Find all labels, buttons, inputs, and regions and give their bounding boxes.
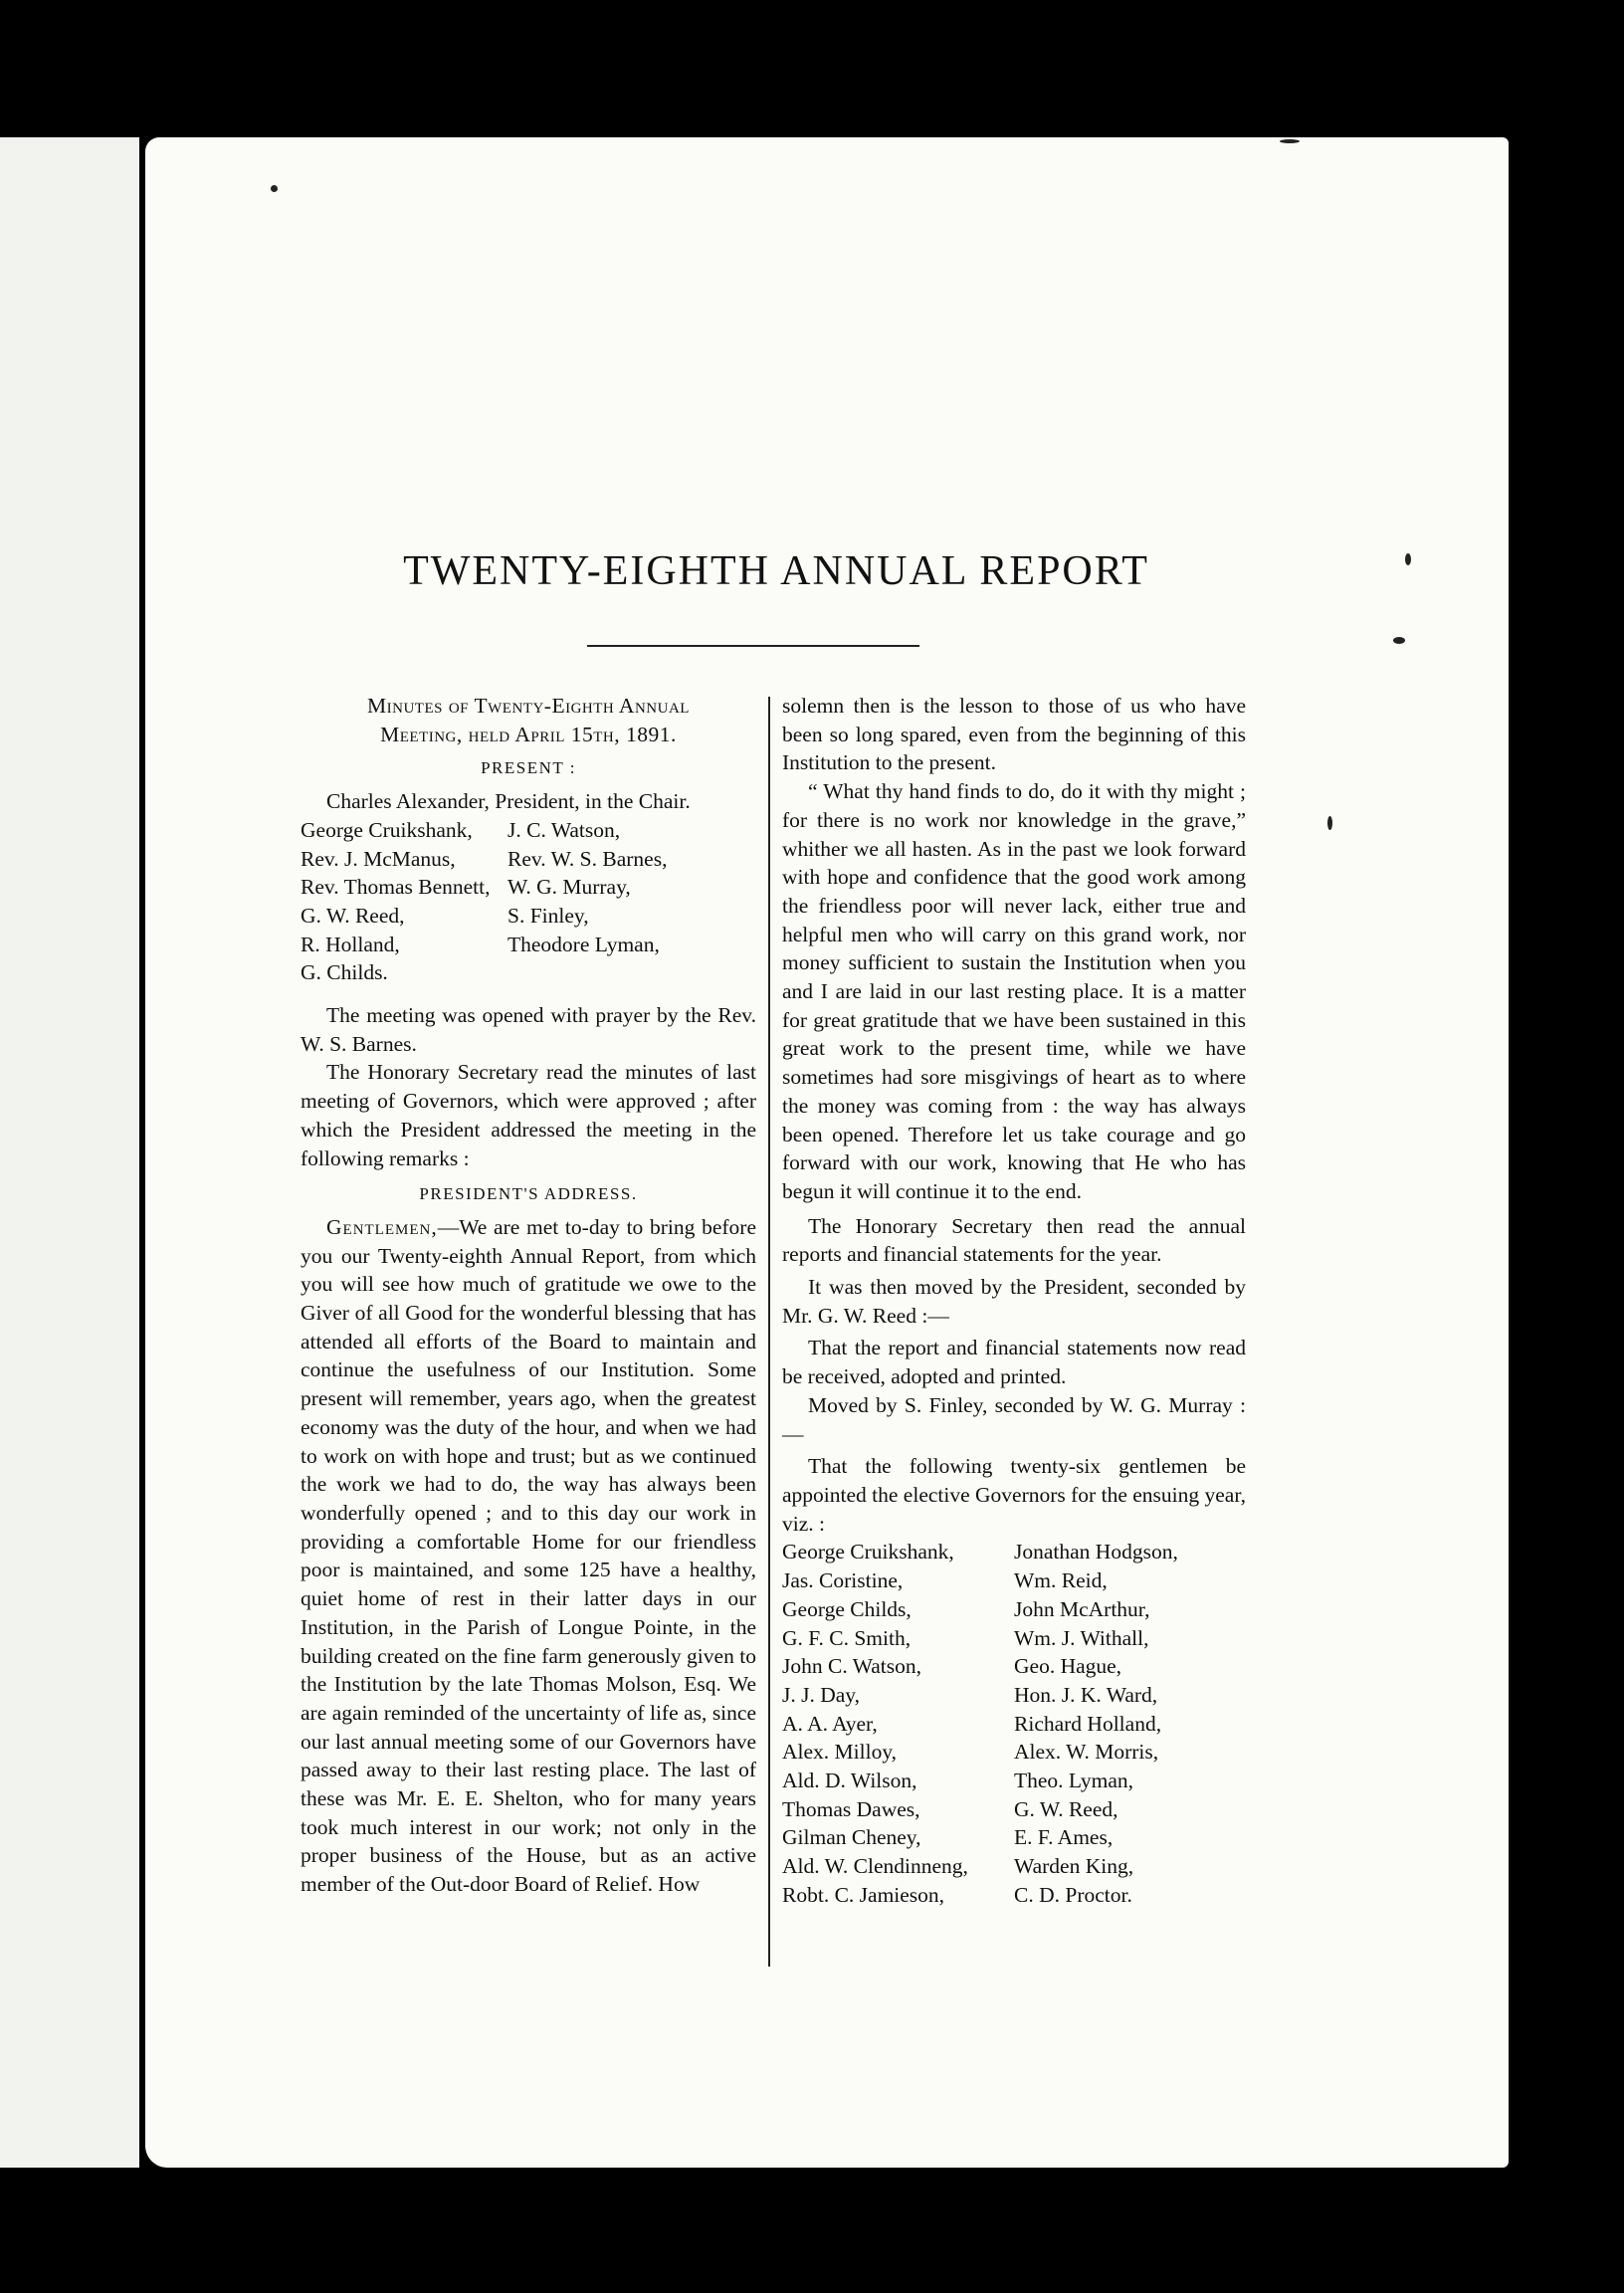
minutes-heading-line2-text: Meeting, held April 15th, 1891. [380,722,677,746]
scan-speck [271,185,278,192]
governor-row [782,1652,1246,1681]
governor-row [782,1624,1246,1653]
governor-name: C. D. Proctor. [1014,1882,1132,1907]
present-row [301,902,756,931]
minutes-heading-line2 [301,721,756,749]
present-name: W. G. Murray, [508,875,631,900]
address-lead: Gentlemen, [326,1214,438,1239]
governor-name: George Childs, [782,1596,912,1621]
governor-name: Jonathan Hodgson, [1014,1540,1178,1564]
governor-row [782,1710,1246,1739]
chair-line: Charles Alexander, President, in the Chair. [326,789,691,814]
governor-name: George Cruikshank, [782,1540,954,1564]
right-paragraph-5: That the report and financial statements now read be received, adopted and printed. [782,1336,1246,1389]
governor-row [782,1566,1246,1595]
present-name: Theodore Lyman, [508,932,660,956]
present-label: PRESENT : [481,758,576,778]
scan-speck [1327,816,1332,830]
governor-name: Hon. J. K. Ward, [1014,1682,1158,1707]
governor-name: John C. Watson, [782,1654,922,1679]
prayer-paragraph: The meeting was opened with prayer by the Rev. W. S. Barnes. [301,1003,756,1056]
present-name: G. Childs. [301,960,388,985]
scan-speck [1280,139,1300,143]
governor-row [782,1595,1246,1624]
address-body: —We are met to-day to bring before you our Twenty-eighth Annual Report, from which you will see how much of gratitude we owe to the Giver of all Good for the wonderful blessing that has attended all efforts of the Board to maintain and continue the usefulness of our Institution. Some present will remember, years ago, when the greatest economy was the duty of the hour, and when we had to work on with hope and trust; but as we continued the work we had to do, the way has always been wonderfully opened ; and to this day our work in providing a comfortable Home for our friendless poor is maintained, and some 125 have a healthy, quiet home of rest in their latter days in our Institution, in the Parish of Longue Pointe, in the building created on the fine farm generously given to the Institution by the late Thomas Molson, Esq. We are again reminded of the uncertainty of life as, since our last annual meeting some of our Governors have passed away to their last resting place. The last of these was Mr. E. E. Shelton, who for many years took much interest in our work; not only in the proper business of the House, but as an active member of the Out-door Board of Relief. How [301,1214,756,1897]
governor-name: A. A. Ayer, [782,1711,878,1736]
scan-speck [1393,637,1405,644]
present-name: Rev. J. McManus, [301,846,456,871]
right-paragraph-2: “ What thy hand finds to do, do it with thy might ; for there is no work nor knowledge in the grave,” whither we all hasten. As in the past we look forward with hope and confidence that the good work among the friendless poor will never lack, either true and helpful men who will carry on this grand work, nor money sufficient to sustain the Institution when you and I are laid in our last resting place. It is a matter for great gratitude that we have been sustained in this great work to the present time, while we have sometimes had sore misgivings of heart as to where the money was coming from : the way has always been opened. Therefore let us take courage and go forward with our work, knowing that He who has begun it will continue it to the end. [782,779,1246,1203]
governor-name: J. J. Day, [782,1682,861,1707]
governor-row [782,1795,1246,1824]
governor-row [782,1681,1246,1710]
governor-row [782,1767,1246,1795]
governor-name: Jas. Coristine, [782,1568,904,1593]
governor-name: Theo. Lyman, [1014,1769,1134,1793]
address-heading: PRESIDENT'S ADDRESS. [419,1184,638,1204]
present-name: R. Holland, [301,932,400,956]
governor-name: Richard Holland, [1014,1711,1162,1736]
present-name: J. C. Watson, [508,817,621,842]
present-row [301,873,756,902]
governor-name: John McArthur, [1014,1596,1150,1621]
governor-row [782,1538,1246,1566]
governor-name: Wm. Reid, [1014,1568,1108,1593]
governor-row [782,1738,1246,1767]
governor-name: Robt. C. Jamieson, [782,1882,945,1907]
governors-list [782,1538,1246,1909]
right-column [782,692,1246,1910]
right-paragraph-6: Moved by S. Finley, seconded by W. G. Murray :— [782,1392,1246,1446]
governor-name: Geo. Hague, [1014,1654,1122,1679]
scan-speck [1405,553,1411,565]
governor-name: G. W. Reed, [1014,1796,1118,1821]
governor-row [782,1823,1246,1852]
governor-name: Wm. J. Withall, [1014,1625,1149,1650]
present-name: Rev. Thomas Bennett, [301,875,491,900]
governor-row [782,1852,1246,1881]
governor-row [782,1881,1246,1910]
right-paragraph-7: That the following twenty-six gentlemen be appointed the elective Governors for the ensuing year, viz. : [782,1454,1246,1536]
previous-page-edge [0,137,139,2168]
present-name: Rev. W. S. Barnes, [508,846,668,871]
present-name: George Cruikshank, [301,817,473,842]
present-row [301,931,756,959]
governor-name: Alex. Milloy, [782,1740,898,1765]
present-name: G. W. Reed, [301,903,405,928]
governor-name: E. F. Ames, [1014,1825,1114,1850]
present-name: S. Finley, [508,903,589,928]
title-rule [587,645,919,647]
governor-name: Ald. D. Wilson, [782,1769,917,1793]
report-title: TWENTY-EIGHTH ANNUAL REPORT [403,548,1149,594]
present-row [301,958,756,987]
left-column [301,692,756,1899]
governor-name: Gilman Cheney, [782,1825,921,1850]
present-list [301,816,756,987]
governor-name: Alex. W. Morris, [1014,1740,1159,1765]
right-paragraph-1: solemn then is the lesson to those of us who have been so long spared, even from the beginning of this Institution to the present. [782,694,1246,775]
column-separator [768,697,770,1967]
present-row [301,816,756,845]
right-paragraph-3: The Honorary Secretary then read the annual reports and financial statements for the year. [782,1213,1246,1267]
right-paragraph-4: It was then moved by the President, seconded by Mr. G. W. Reed :— [782,1275,1246,1328]
governor-name: Ald. W. Clendinneng, [782,1854,968,1879]
address-paragraph [301,1213,756,1899]
present-row [301,845,756,874]
minutes-heading-line1: Minutes of Twenty-Eighth Annual [367,694,690,718]
secretary-paragraph: The Honorary Secretary read the minutes of last meeting of Governors, which were approved ; after which the President addressed the meeting in the following remarks : [301,1060,756,1170]
governor-name: Warden King, [1014,1854,1134,1879]
governor-name: G. F. C. Smith, [782,1625,912,1650]
governor-name: Thomas Dawes, [782,1796,920,1821]
